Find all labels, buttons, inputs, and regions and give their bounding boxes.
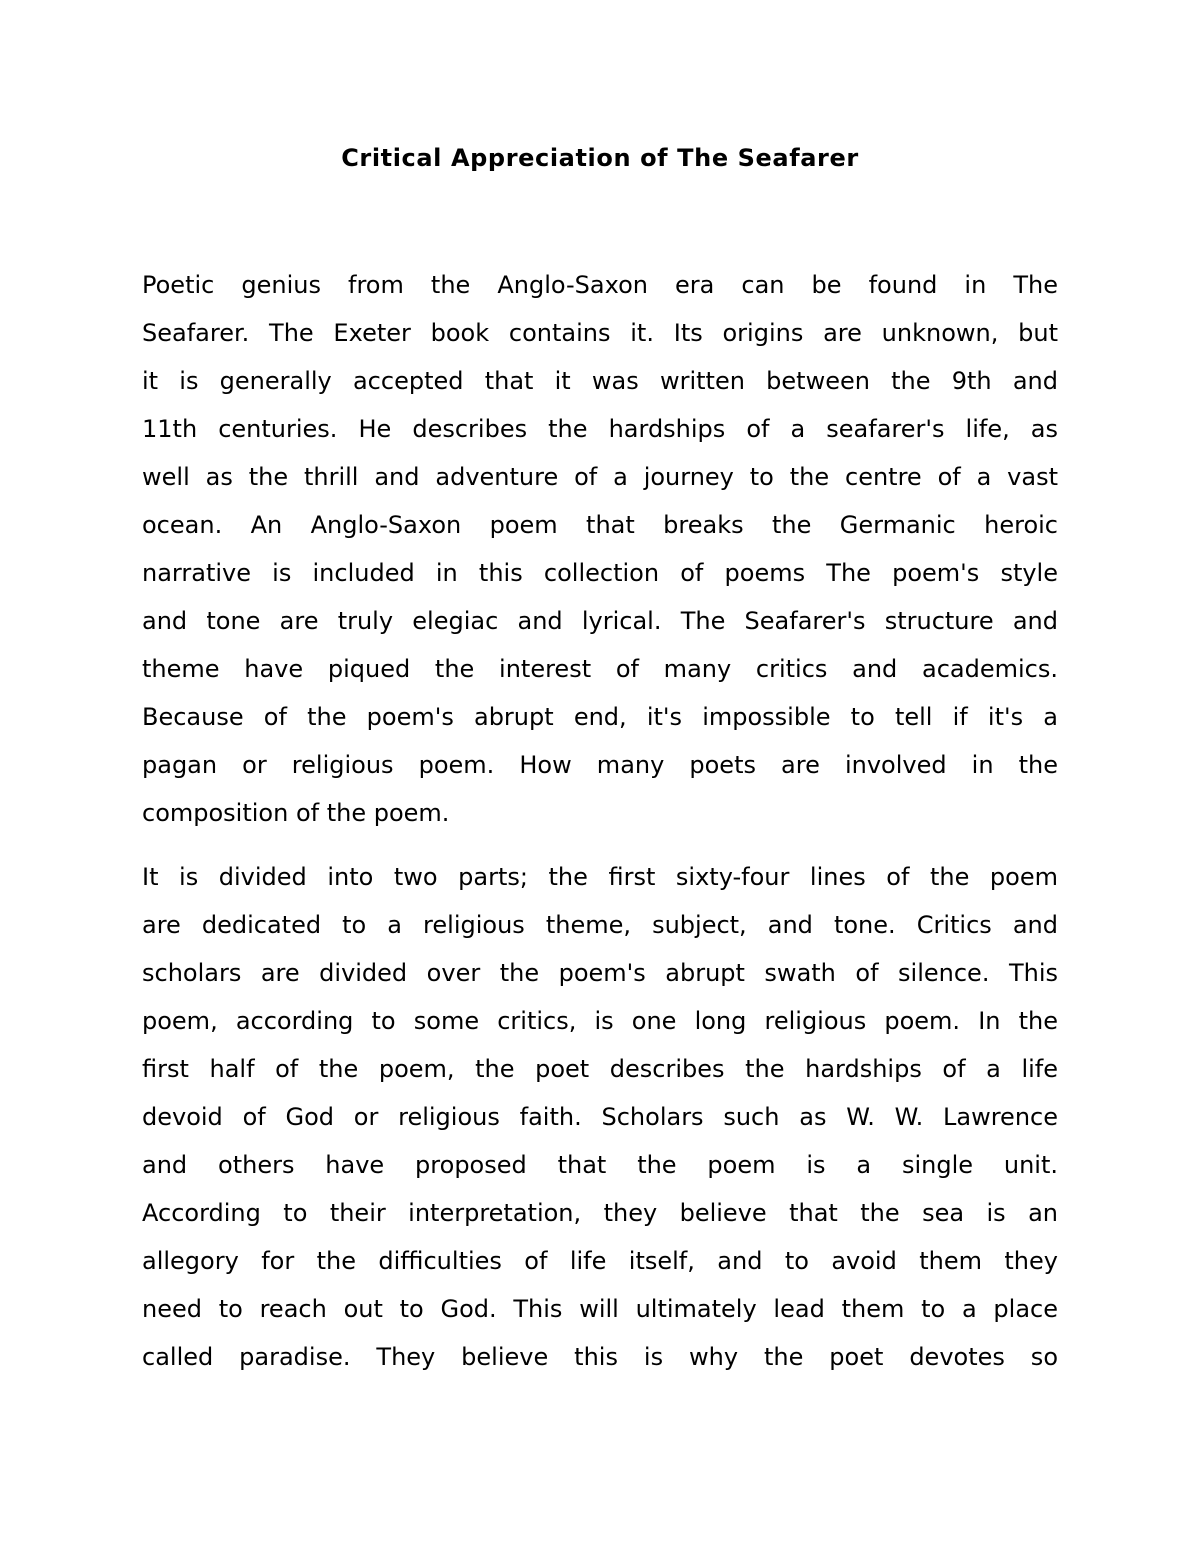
text-line: narrative is included in this collection of poems The poem's style — [142, 559, 1058, 587]
document-title: Critical Appreciation of The Seafarer — [341, 144, 859, 172]
text-line: Poetic genius from the Anglo-Saxon era can be found in The — [142, 271, 1058, 299]
text-line: need to reach out to God. This will ultimately lead them to a place — [142, 1295, 1058, 1323]
text-line: Because of the poem's abrupt end, it's impossible to tell if it's a — [142, 703, 1058, 731]
text-line: devoid of God or religious faith. Scholars such as W. W. Lawrence — [142, 1103, 1058, 1131]
text-line: 11th centuries. He describes the hardships of a seafarer's life, as — [142, 415, 1058, 443]
text-line: scholars are divided over the poem's abrupt swath of silence. This — [142, 959, 1058, 987]
text-line: well as the thrill and adventure of a journey to the centre of a vast — [142, 463, 1058, 491]
text-line: It is divided into two parts; the first sixty-four lines of the poem — [142, 863, 1058, 891]
text-line: allegory for the difficulties of life itself, and to avoid them they — [142, 1247, 1058, 1275]
text-line: poem, according to some critics, is one long religious poem. In the — [142, 1007, 1058, 1035]
text-line: According to their interpretation, they believe that the sea is an — [142, 1199, 1058, 1227]
text-line: it is generally accepted that it was written between the 9th and — [142, 367, 1058, 395]
text-line: called paradise. They believe this is why the poet devotes so — [142, 1343, 1058, 1371]
paragraph-2 — [142, 853, 1058, 1381]
text-line: are dedicated to a religious theme, subject, and tone. Critics and — [142, 911, 1058, 939]
text-line: ocean. An Anglo-Saxon poem that breaks the Germanic heroic — [142, 511, 1058, 539]
text-line: Seafarer. The Exeter book contains it. Its origins are unknown, but — [142, 319, 1058, 347]
text-line: and tone are truly elegiac and lyrical. The Seafarer's structure and — [142, 607, 1058, 635]
text-line: pagan or religious poem. How many poets are involved in the — [142, 751, 1058, 779]
text-line: first half of the poem, the poet describes the hardships of a life — [142, 1055, 1058, 1083]
text-line: and others have proposed that the poem is a single unit. — [142, 1151, 1058, 1179]
text-line: composition of the poem. — [142, 799, 450, 827]
text-line: theme have piqued the interest of many critics and academics. — [142, 655, 1058, 683]
paragraph-1 — [142, 261, 1058, 837]
